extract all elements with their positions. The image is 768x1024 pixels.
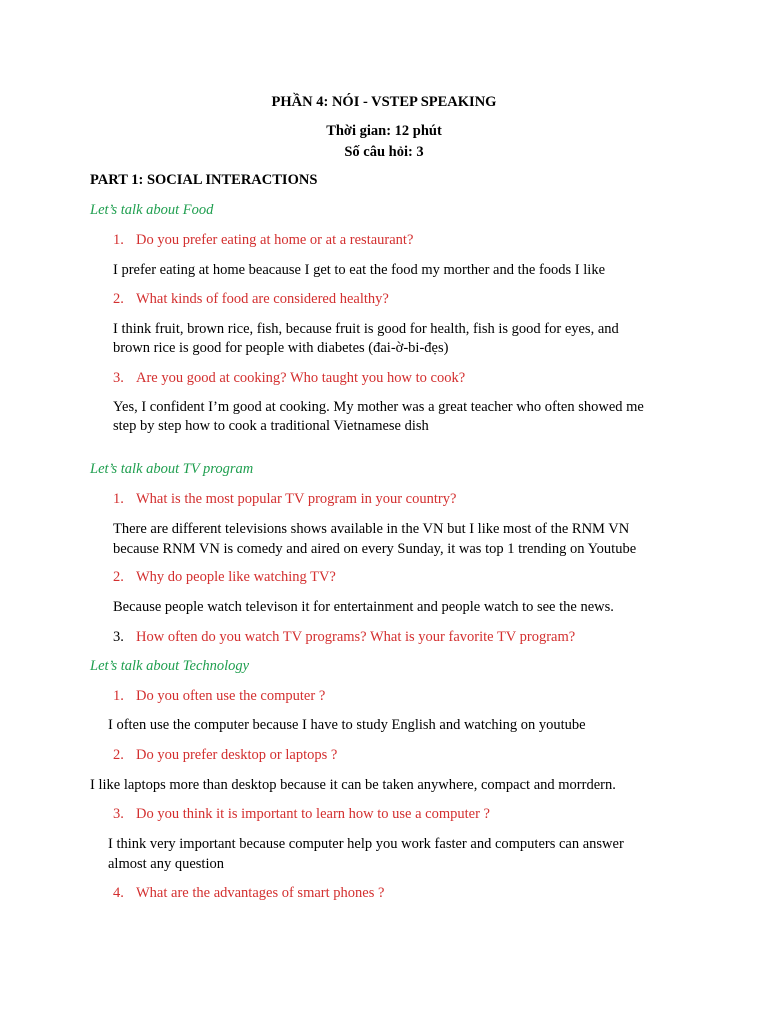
question-text: Do you think it is important to learn how to use a computer ?	[136, 806, 490, 822]
question-number: 2.	[113, 569, 124, 585]
question-number: 3.	[113, 370, 124, 386]
tech-answer-2: I like laptops more than desktop because it can be taken anywhere, compact and morrdern.	[90, 777, 616, 793]
tech-question-3	[113, 804, 490, 824]
tv-question-3	[113, 627, 575, 647]
question-text: What kinds of food are considered healthy?	[136, 291, 389, 307]
question-text: Do you prefer desktop or laptops ?	[136, 747, 338, 763]
tv-answer-1-line-1: There are different televisions shows available in the VN but I like most of the RNM VN	[113, 521, 630, 537]
tv-question-2	[113, 567, 336, 587]
food-question-3	[113, 368, 465, 388]
topic-technology-heading: Let’s talk about Technology	[90, 658, 250, 674]
question-number: 4.	[113, 885, 124, 901]
tech-answer-3-line-2: almost any question	[108, 856, 224, 872]
food-answer-3-line-1: Yes, I confident I’m good at cooking. My mother was a great teacher who often showed me	[113, 399, 644, 415]
food-question-2	[113, 289, 389, 309]
exam-time: Thời gian: 12 phút	[326, 123, 442, 139]
question-text: Do you prefer eating at home or at a restaurant?	[136, 232, 414, 248]
food-answer-2-line-2: brown rice is good for people with diabetes (đai-ờ-bi-đẹs)	[113, 340, 449, 356]
question-count: Số câu hỏi: 3	[344, 144, 424, 160]
question-number: 3.	[113, 629, 124, 645]
tv-question-1	[113, 489, 456, 509]
question-text: Why do people like watching TV?	[136, 569, 336, 585]
question-text: What is the most popular TV program in your country?	[136, 491, 457, 507]
question-number: 1.	[113, 688, 124, 704]
topic-tv-heading: Let’s talk about TV program	[90, 461, 254, 477]
tech-question-4	[113, 883, 384, 903]
question-text: What are the advantages of smart phones ?	[136, 885, 385, 901]
tech-answer-1: I often use the computer because I have to study English and watching on youtube	[108, 717, 586, 733]
question-text: Do you often use the computer ?	[136, 688, 326, 704]
food-answer-1: I prefer eating at home beacause I get to eat the food my morther and the foods I like	[113, 262, 606, 278]
page-title: PHẦN 4: NÓI - VSTEP SPEAKING	[271, 94, 497, 110]
question-text: How often do you watch TV programs? What is your favorite TV program?	[136, 629, 576, 645]
part-title: PART 1: SOCIAL INTERACTIONS	[90, 172, 318, 188]
tech-answer-3-line-1: I think very important because computer help you work faster and computers can answer	[108, 836, 624, 852]
tv-answer-2: Because people watch televison it for entertainment and people watch to see the news.	[113, 599, 614, 615]
food-question-1	[113, 230, 413, 250]
food-answer-2-line-1: I think fruit, brown rice, fish, because fruit is good for health, fish is good for eyes, and	[113, 321, 619, 337]
tv-answer-1-line-2: because RNM VN is comedy and aired on every Sunday, it was top 1 trending on Youtube	[113, 541, 637, 557]
question-number: 2.	[113, 291, 124, 307]
question-text: Are you good at cooking? Who taught you how to cook?	[136, 370, 466, 386]
tech-question-1	[113, 686, 325, 706]
question-number: 1.	[113, 491, 124, 507]
question-number: 2.	[113, 747, 124, 763]
food-answer-3-line-2: step by step how to cook a traditional Vietnamese dish	[113, 418, 429, 434]
tech-question-2	[113, 745, 337, 765]
question-number: 3.	[113, 806, 124, 822]
topic-food-heading: Let’s talk about Food	[90, 202, 214, 218]
question-number: 1.	[113, 232, 124, 248]
